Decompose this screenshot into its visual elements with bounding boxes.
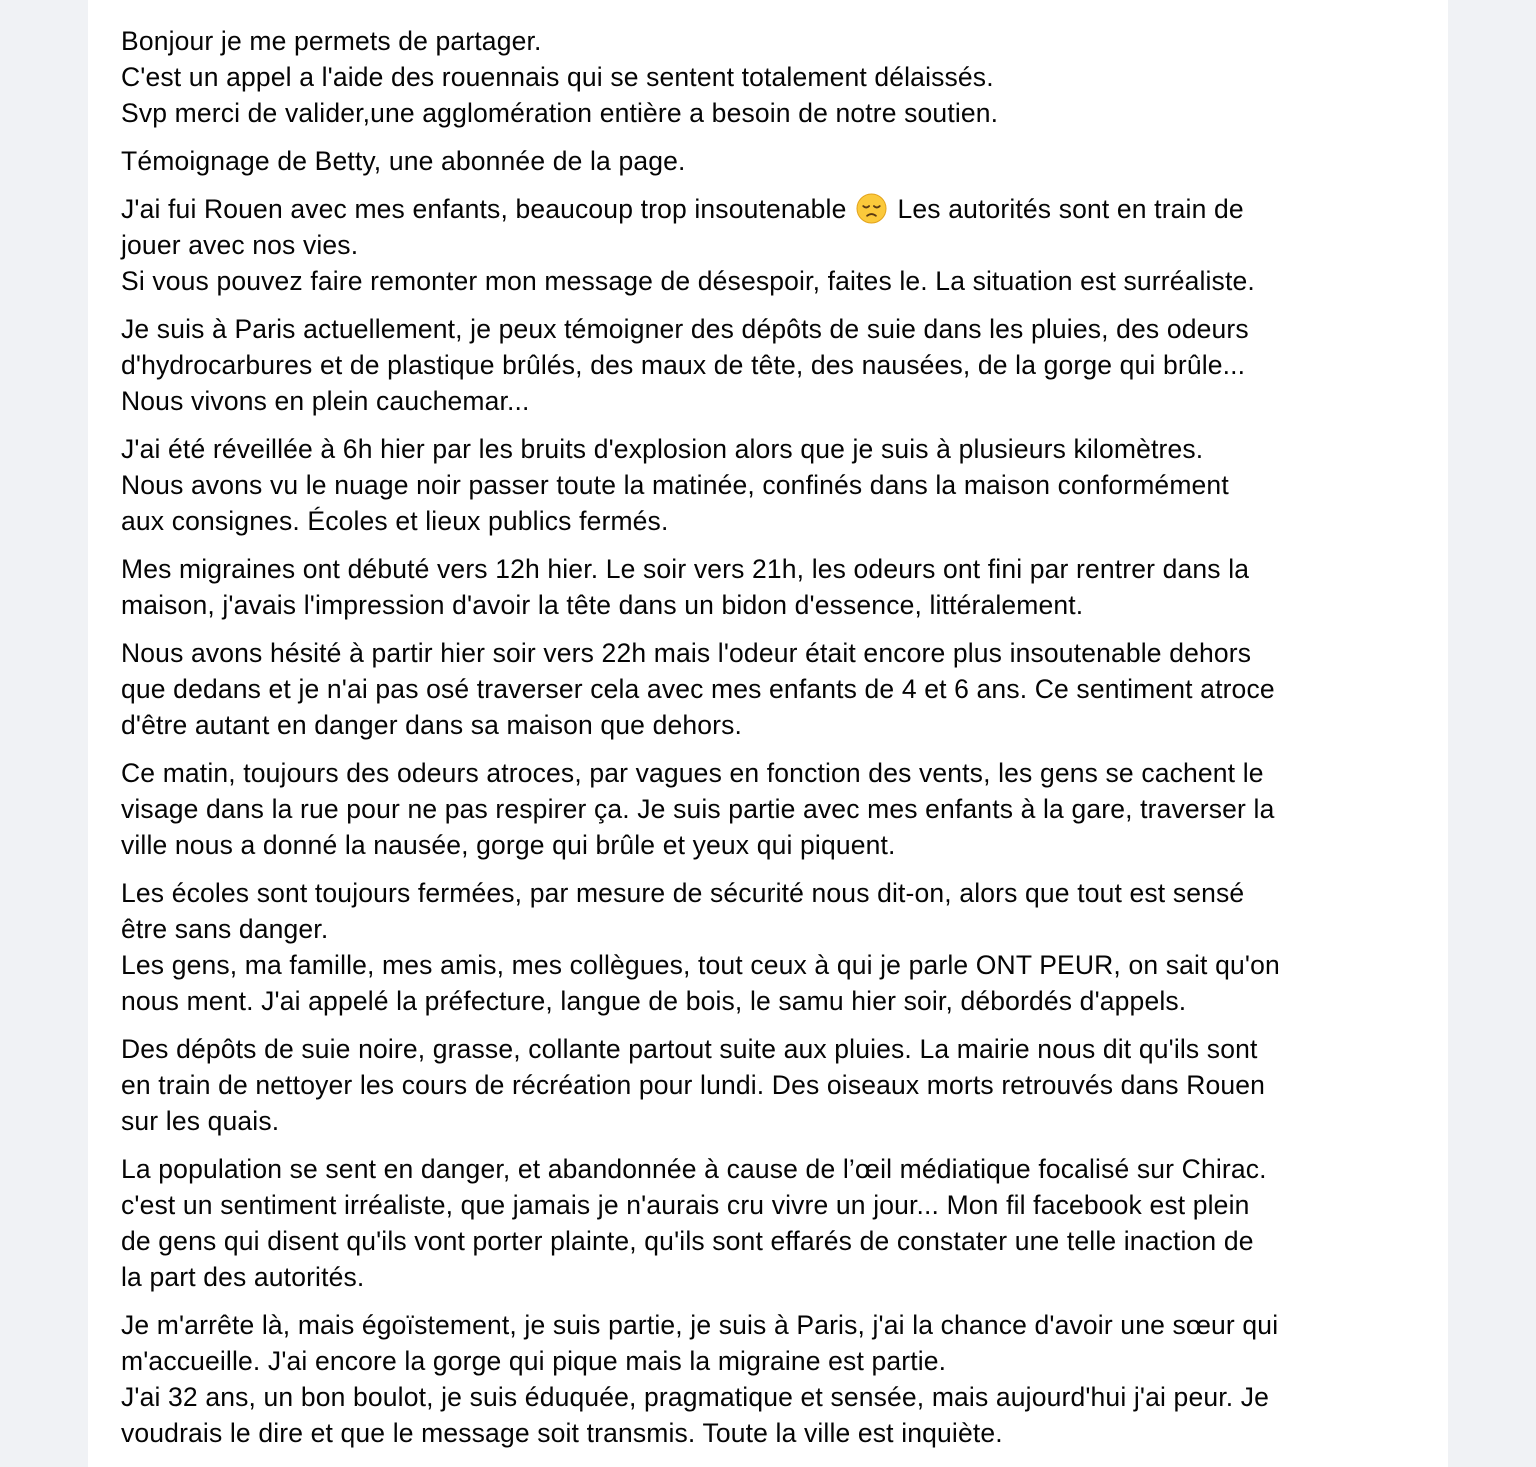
post-text-line: Si vous pouvez faire remonter mon message de désespoir, faites le. La situation est surréaliste. [121,266,1255,296]
post-text-line: Svp merci de valider,une agglomération entière a besoin de notre soutien. [121,98,999,128]
post-text-line: Je m'arrête là, mais égoïstement, je suis partie, je suis à Paris, j'ai la chance d'avoir une sœur qui [121,1310,1279,1340]
paragraph-testimony-heading [121,143,1441,179]
paragraph-woken-up [121,431,1441,539]
paragraph-population [121,1151,1441,1295]
post-text-line: que dedans et je n'ai pas osé traverser cela avec mes enfants de 4 et 6 ans. Ce sentiment atroce [121,674,1275,704]
post-text-line: visage dans la rue pour ne pas respirer ça. Je suis partie avec mes enfants à la gare, traverser la [121,794,1275,824]
paragraph-in-paris [121,311,1441,419]
disappointed-face-icon [856,193,887,224]
paragraph-this-morning [121,755,1441,863]
post-text-line: c'est un sentiment irréaliste, que jamais je n'aurais cru vivre un jour... Mon fil facebook est plein [121,1190,1250,1220]
post-text-line: La population se sent en danger, et abandonnée à cause de l’œil médiatique focalisé sur Chirac. [121,1154,1267,1184]
post-text-line: Bonjour je me permets de partager. [121,26,542,56]
post-text-line: la part des autorités. [121,1262,365,1292]
post-text-line: m'accueille. J'ai encore la gorge qui pique mais la migraine est partie. [121,1346,947,1376]
post-text-segment: Les autorités sont en train de [897,194,1244,224]
post-text-line: J'ai 32 ans, un bon boulot, je suis éduquée, pragmatique et sensée, mais aujourd'hui j'ai peur. Je [121,1382,1270,1412]
post-text-line-with-emoji [121,191,1441,227]
post-text-line: nous ment. J'ai appelé la préfecture, langue de bois, le samu hier soir, débordés d'appels. [121,986,1187,1016]
post-body [121,23,1441,1451]
post-text-line: Nous avons vu le nuage noir passer toute la matinée, confinés dans la maison conformément [121,470,1229,500]
post-text-line: Nous avons hésité à partir hier soir vers 22h mais l'odeur était encore plus insoutenable dehors [121,638,1252,668]
paragraph-hesitated [121,635,1441,743]
post-text-segment: J'ai fui Rouen avec mes enfants, beaucoup trop insoutenable [121,194,847,224]
post-text-line: Les gens, ma famille, mes amis, mes collègues, tout ceux à qui je parle ONT PEUR, on sait qu'on [121,950,1280,980]
post-text-line: Nous vivons en plein cauchemar... [121,386,530,416]
post-text-line: C'est un appel a l'aide des rouennais qui se sentent totalement délaissés. [121,62,994,92]
paragraph-fled-rouen [121,191,1441,299]
post-text-line: Mes migraines ont débuté vers 12h hier. Le soir vers 21h, les odeurs ont fini par rentrer dans la [121,554,1250,584]
post-text-line: ville nous a donné la nausée, gorge qui brûle et yeux qui piquent. [121,830,896,860]
post-text-line: Des dépôts de suie noire, grasse, collante partout suite aux pluies. La mairie nous dit qu'ils sont [121,1034,1258,1064]
paragraph-schools-closed [121,875,1441,1019]
post-text-line: sur les quais. [121,1106,280,1136]
paragraph-intro [121,23,1441,131]
post-text-line: d'hydrocarbures et de plastique brûlés, des maux de tête, des nausées, de la gorge qui brûle... [121,350,1246,380]
paragraph-soot-deposits [121,1031,1441,1139]
post-text-line: de gens qui disent qu'ils vont porter plainte, qu'ils sont effarés de constater une telle inaction de [121,1226,1254,1256]
post-text-line: Les écoles sont toujours fermées, par mesure de sécurité nous dit-on, alors que tout est sensé [121,878,1245,908]
post-text-line: Témoignage de Betty, une abonnée de la page. [121,146,686,176]
post-text-line: voudrais le dire et que le message soit transmis. Toute la ville est inquiète. [121,1418,1003,1448]
post-text-line: maison, j'avais l'impression d'avoir la tête dans un bidon d'essence, littéralement. [121,590,1084,620]
post-text-line: aux consignes. Écoles et lieux publics fermés. [121,506,669,536]
post-text-line: d'être autant en danger dans sa maison que dehors. [121,710,743,740]
post-text-line: Je suis à Paris actuellement, je peux témoigner des dépôts de suie dans les pluies, des odeurs [121,314,1249,344]
post-text-line: jouer avec nos vies. [121,230,359,260]
paragraph-migraines [121,551,1441,623]
post-text-line: en train de nettoyer les cours de récréation pour lundi. Des oiseaux morts retrouvés dans Rouen [121,1070,1266,1100]
paragraph-closing [121,1307,1441,1451]
post-text-line: J'ai été réveillée à 6h hier par les bruits d'explosion alors que je suis à plusieurs kilomètres. [121,434,1204,464]
post-text-line: être sans danger. [121,914,329,944]
post-text-line: Ce matin, toujours des odeurs atroces, par vagues en fonction des vents, les gens se cachent le [121,758,1264,788]
post-card [88,0,1448,1467]
